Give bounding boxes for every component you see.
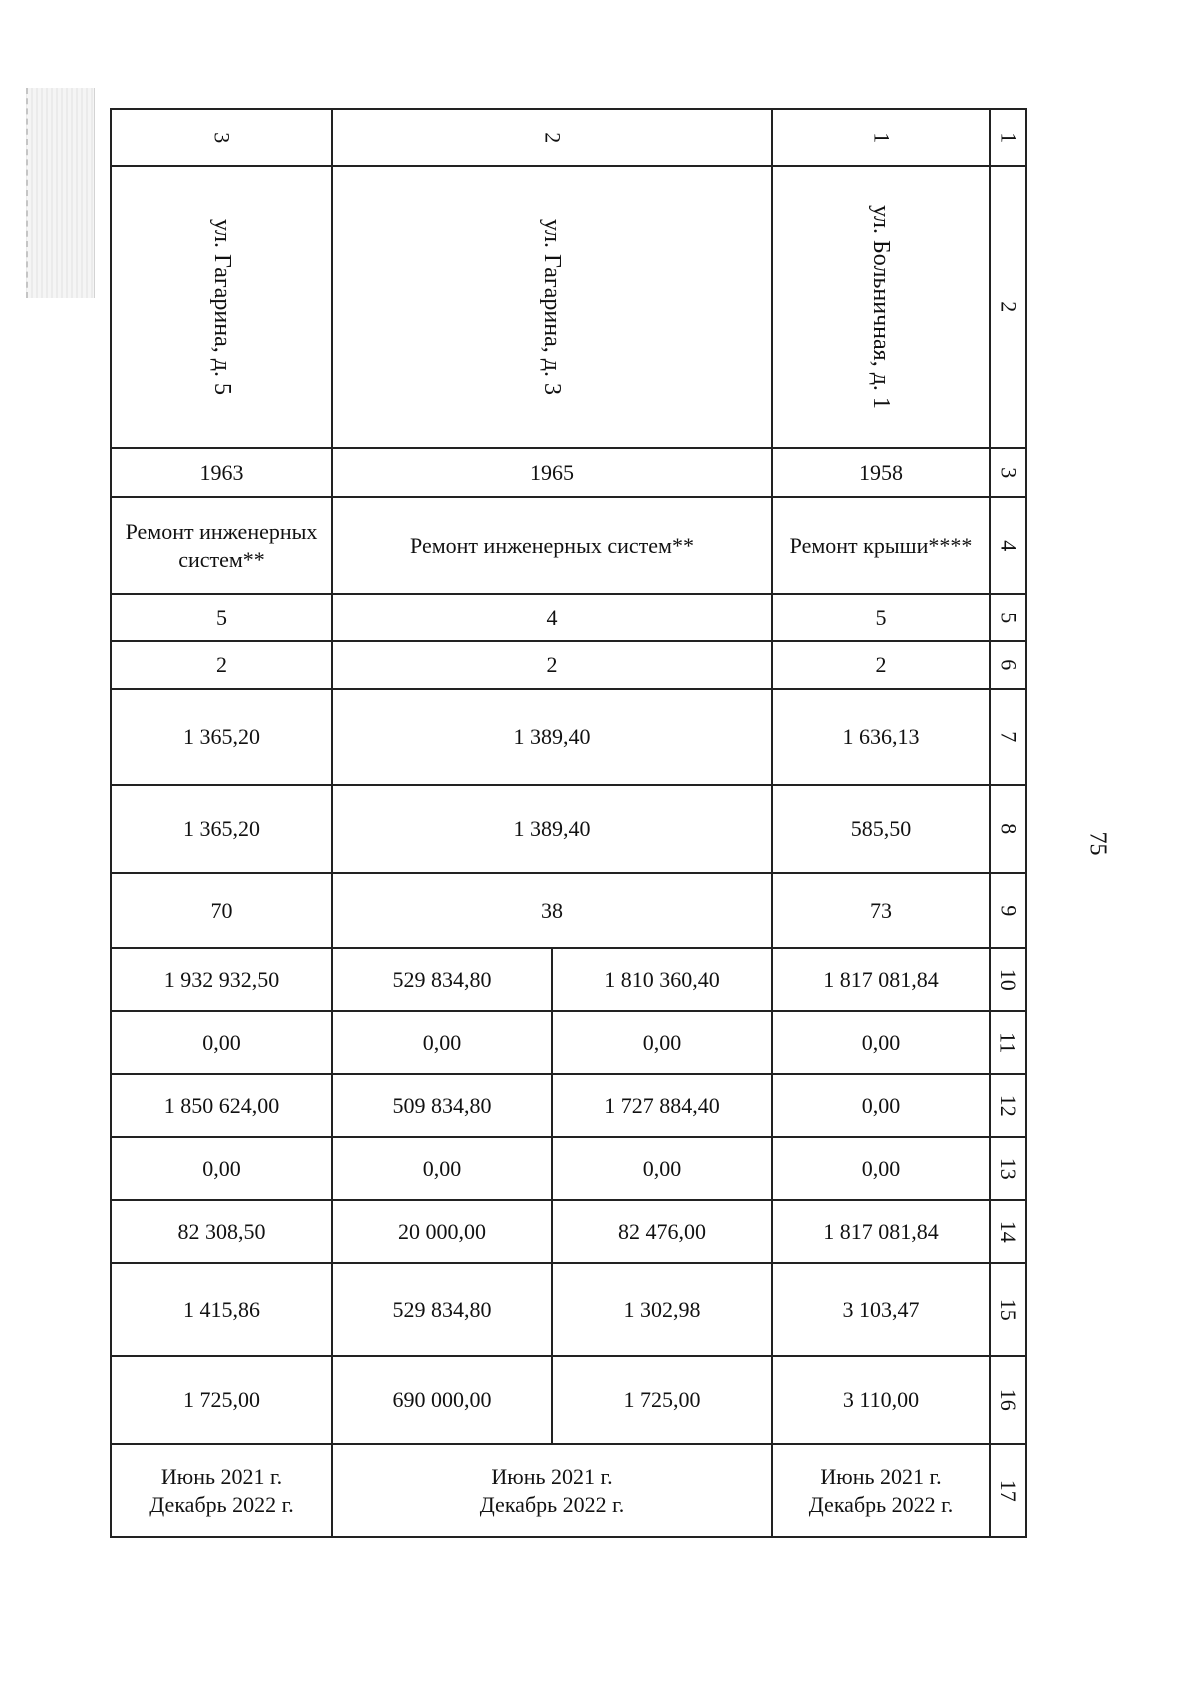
year-cell: 1958 (772, 448, 990, 497)
year-cell: 1963 (111, 448, 332, 497)
value-cell: 1 389,40 (332, 785, 772, 873)
table-row (111, 1074, 1026, 1137)
column-index-cell: 2 (990, 166, 1026, 448)
work-type-cell: Ремонт инженерных систем** (332, 497, 772, 594)
period-cell: Июнь 2021 г. Декабрь 2022 г. (772, 1444, 990, 1537)
address-cell: ул. Гагарина, д. 5 (111, 166, 332, 448)
value-cell: 1 636,13 (772, 689, 990, 785)
table-row (111, 1263, 1026, 1356)
value-cell: 3 110,00 (772, 1356, 990, 1444)
column-index-cell: 10 (990, 948, 1026, 1011)
column-index-cell: 15 (990, 1263, 1026, 1356)
value-cell: 1 850 624,00 (111, 1074, 332, 1137)
column-index-cell: 17 (990, 1444, 1026, 1537)
value-cell: 585,50 (772, 785, 990, 873)
page-number: 75 (1084, 831, 1111, 856)
value-cell: 509 834,80 (332, 1074, 552, 1137)
column-index-cell: 1 (990, 109, 1026, 166)
entrances-cell: 2 (772, 641, 990, 689)
row-number-cell: 2 (332, 109, 772, 166)
column-index-cell: 4 (990, 497, 1026, 594)
address-cell: ул. Гагарина, д. 3 (332, 166, 772, 448)
value-cell: 529 834,80 (332, 948, 552, 1011)
capital-repair-table (110, 108, 1027, 1538)
value-cell: 82 476,00 (552, 1200, 772, 1263)
table-row (111, 1444, 1026, 1537)
margin-stamp (26, 88, 95, 298)
value-cell: 1 932 932,50 (111, 948, 332, 1011)
period-cell: Июнь 2021 г. Декабрь 2022 г. (332, 1444, 772, 1537)
column-index-cell: 11 (990, 1011, 1026, 1074)
value-cell: 1 389,40 (332, 689, 772, 785)
value-cell: 3 103,47 (772, 1263, 990, 1356)
entrances-cell: 2 (332, 641, 772, 689)
table-row (111, 689, 1026, 785)
value-cell: 529 834,80 (332, 1263, 552, 1356)
period-cell: Июнь 2021 г. Декабрь 2022 г. (111, 1444, 332, 1537)
column-index-cell: 13 (990, 1137, 1026, 1200)
value-cell: 1 817 081,84 (772, 1200, 990, 1263)
floors-cell: 5 (111, 594, 332, 641)
table-row (111, 109, 1026, 166)
column-index-cell: 9 (990, 873, 1026, 948)
table-row (111, 594, 1026, 641)
value-cell: 0,00 (772, 1074, 990, 1137)
column-index-cell: 14 (990, 1200, 1026, 1263)
value-cell: 0,00 (332, 1011, 552, 1074)
value-cell: 73 (772, 873, 990, 948)
table-row (111, 1356, 1026, 1444)
value-cell: 1 725,00 (552, 1356, 772, 1444)
column-index-cell: 12 (990, 1074, 1026, 1137)
value-cell: 20 000,00 (332, 1200, 552, 1263)
value-cell: 0,00 (552, 1011, 772, 1074)
table-row (111, 641, 1026, 689)
table-row (111, 1011, 1026, 1074)
value-cell: 1 365,20 (111, 785, 332, 873)
floors-cell: 5 (772, 594, 990, 641)
value-cell: 70 (111, 873, 332, 948)
column-index-cell: 8 (990, 785, 1026, 873)
value-cell: 1 817 081,84 (772, 948, 990, 1011)
table-row (111, 873, 1026, 948)
value-cell: 1 810 360,40 (552, 948, 772, 1011)
value-cell: 0,00 (332, 1137, 552, 1200)
work-type-cell: Ремонт инженерных систем** (111, 497, 332, 594)
value-cell: 0,00 (111, 1137, 332, 1200)
value-cell: 0,00 (772, 1011, 990, 1074)
row-number-cell: 1 (772, 109, 990, 166)
column-index-cell: 5 (990, 594, 1026, 641)
value-cell: 690 000,00 (332, 1356, 552, 1444)
table-row (111, 948, 1026, 1011)
value-cell: 1 727 884,40 (552, 1074, 772, 1137)
value-cell: 82 308,50 (111, 1200, 332, 1263)
table-row (111, 448, 1026, 497)
column-index-cell: 6 (990, 641, 1026, 689)
table-row (111, 1200, 1026, 1263)
value-cell: 1 302,98 (552, 1263, 772, 1356)
value-cell: 0,00 (111, 1011, 332, 1074)
table-row (111, 1137, 1026, 1200)
value-cell: 38 (332, 873, 772, 948)
floors-cell: 4 (332, 594, 772, 641)
table-row (111, 166, 1026, 448)
column-index-cell: 16 (990, 1356, 1026, 1444)
value-cell: 0,00 (772, 1137, 990, 1200)
value-cell: 1 725,00 (111, 1356, 332, 1444)
row-number-cell: 3 (111, 109, 332, 166)
value-cell: 0,00 (552, 1137, 772, 1200)
year-cell: 1965 (332, 448, 772, 497)
value-cell: 1 365,20 (111, 689, 332, 785)
table-row (111, 497, 1026, 594)
column-index-cell: 7 (990, 689, 1026, 785)
entrances-cell: 2 (111, 641, 332, 689)
work-type-cell: Ремонт крыши**** (772, 497, 990, 594)
column-index-cell: 3 (990, 448, 1026, 497)
table-row (111, 785, 1026, 873)
address-cell: ул. Больничная, д. 1 (772, 166, 990, 448)
value-cell: 1 415,86 (111, 1263, 332, 1356)
